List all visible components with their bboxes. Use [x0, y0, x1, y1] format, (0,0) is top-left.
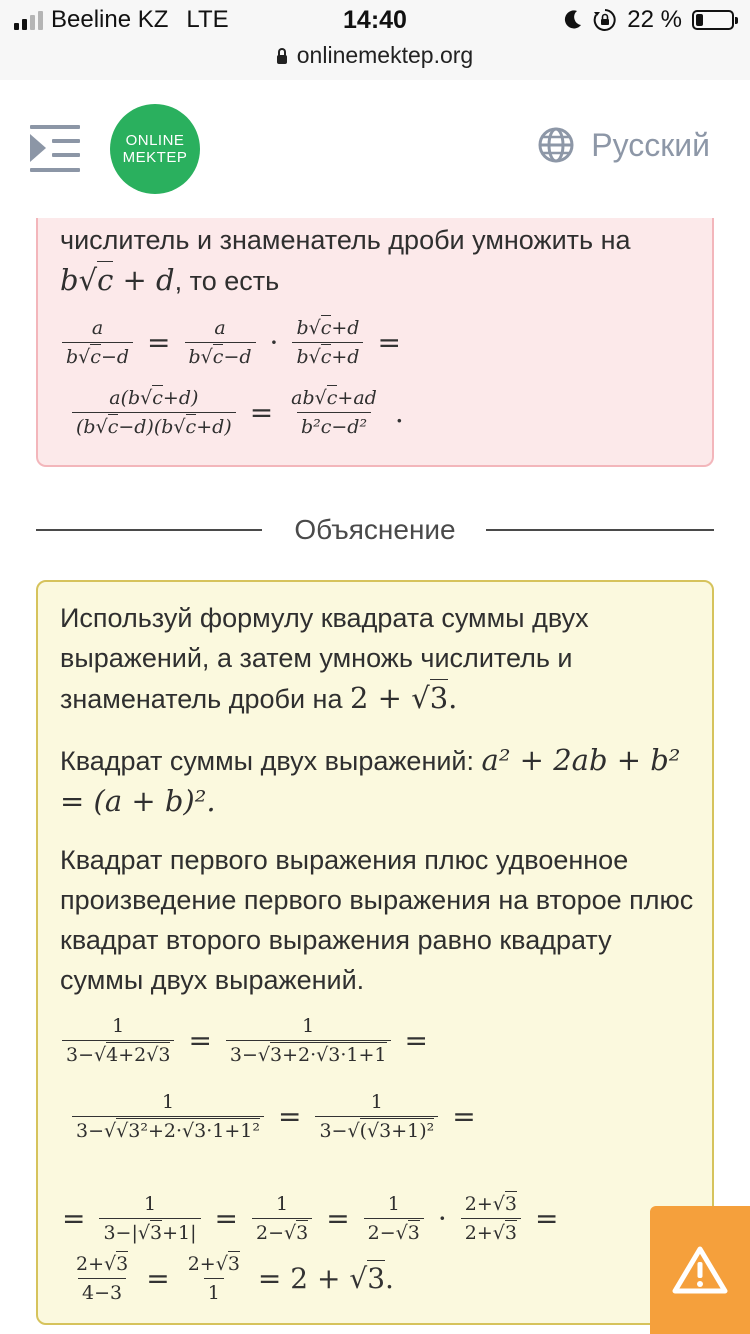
- warning-icon: [672, 1245, 728, 1295]
- explanation-formula-row1: $\frac{1}{3-√4+2√3}$ = $\frac{1}{3-√3+2\cdot√3\cdot 1+1}$ =: [62, 1014, 428, 1067]
- report-error-button[interactable]: [650, 1206, 750, 1334]
- logo-line1: ONLINE: [125, 132, 185, 149]
- fraction: $\frac{1}{3-√3+2\cdot√3\cdot 1+1}$: [226, 1014, 391, 1067]
- language-label: Русский: [591, 126, 710, 163]
- explanation-formula-row2: $\frac{1}{\text{3−√√3²+2·√3·1+1²}}$ = $\frac{1}{\text{3−√(√3+1)²}}$ =: [72, 1090, 476, 1143]
- explanation-p3: Квадрат первого выражения плюс удвоенное произведение первого выражения на второе плюс квадрат второго выражения равно квадрату суммы двух выражений.: [60, 845, 694, 995]
- battery-percent: 22 %: [627, 6, 682, 33]
- moon-icon: [563, 9, 583, 31]
- explanation-card: [36, 580, 714, 1325]
- solution-formula-row2: $\frac{a(b√c+d)}{(b√c-d)(b√c+d)}$ = $\frac{ab√c+ad}{\text{b²c−d²}}$ .: [72, 386, 404, 439]
- fraction: $\frac{1}{2-√3}$: [364, 1192, 424, 1245]
- explanation-formula-row4: $\frac{2+√3}{4-3}$ = $\frac{2+√3}{1}$ = 2 + √3.: [72, 1252, 394, 1305]
- battery-icon: [692, 10, 734, 30]
- formula-b-sqrt-c-plus-d: b√c + d: [60, 263, 175, 297]
- carrier: Beeline KZ: [51, 6, 169, 33]
- language-switcher[interactable]: [537, 126, 710, 164]
- fraction: $\frac{1}{3-√4+2√3}$: [62, 1014, 174, 1067]
- fraction: $\frac{a}{b√c-d}$: [185, 316, 256, 369]
- fraction: $\frac{1}{2-√3}$: [252, 1192, 312, 1245]
- url-text: onlinemektep.org: [296, 42, 474, 68]
- address-bar[interactable]: [0, 42, 750, 69]
- fraction: $\frac{b√c+d}{b√c+d}$: [292, 316, 363, 369]
- fraction: $\frac{1}{3-|√3+1|}$: [99, 1192, 200, 1245]
- solution-text-line1: числитель и знаменатель дроби умножить на: [60, 225, 631, 255]
- fraction: $\frac{2+√3}{2+√3}$: [461, 1192, 521, 1245]
- menu-arrow-icon: [30, 134, 46, 162]
- status-right: [563, 6, 734, 34]
- solution-text-line2: [60, 260, 700, 301]
- globe-icon: [537, 126, 575, 164]
- clock: 14:40: [343, 6, 407, 34]
- status-bar: [0, 0, 750, 81]
- lock-icon: [277, 55, 287, 64]
- battery-fill: [696, 14, 703, 26]
- explanation-formula-row3: = $\frac{1}{3-|√3+1|}$ = $\frac{1}{2-√3}$ = $\frac{1}{2-√3}$ · $\frac{2+√3}{2+√3}$ =: [62, 1193, 559, 1244]
- solution-card: [36, 218, 714, 467]
- formula-2-plus-sqrt3: 2 + √3.: [350, 681, 458, 715]
- explanation-p1: Используй формулу квадрата суммы двух выражений, а затем умножь числитель и знаменатель дроби на 2 + √3.: [60, 603, 589, 715]
- formula-square-of-sum: a² + 2ab + b² = (a + b)².: [60, 743, 681, 818]
- divider-label: Объяснение: [294, 514, 456, 545]
- rotation-lock-icon: [593, 8, 617, 32]
- logo[interactable]: [110, 104, 200, 194]
- fraction: $\frac{2+√3}{4-3}$: [76, 1253, 129, 1304]
- fraction: $\frac{2+√3}{1}$: [187, 1253, 240, 1304]
- solution-formula-row1: $\frac{a}{b√c-d}$ = $\frac{a}{b√c-d}$ · $\frac{b√c+d}{b√c+d}$ =: [62, 316, 401, 369]
- fraction: $\frac{1}{\text{3−√(√3+1)²}}$: [315, 1090, 438, 1143]
- fraction: $\frac{a(b√c+d)}{(b√c-d)(b√c+d)}$: [72, 386, 236, 439]
- logo-line2: MEKTEP: [122, 149, 188, 166]
- divider-line-right: [486, 529, 714, 531]
- solution-text-suffix: , то есть: [174, 266, 280, 296]
- explanation-p2: Квадрат суммы двух выражений: a² + 2ab + b² = (a + b)².: [60, 743, 681, 818]
- section-divider: [36, 510, 714, 550]
- site-header: [0, 80, 750, 218]
- fraction: $\frac{a}{b√c-d}$: [62, 316, 133, 369]
- fraction: $\frac{ab√c+ad}{\text{b²c−d²}}$: [291, 387, 377, 438]
- menu-icon[interactable]: [30, 125, 82, 173]
- fraction: $\frac{1}{\text{3−√√3²+2·√3·1+1²}}$: [72, 1090, 264, 1143]
- network-type: LTE: [186, 6, 229, 33]
